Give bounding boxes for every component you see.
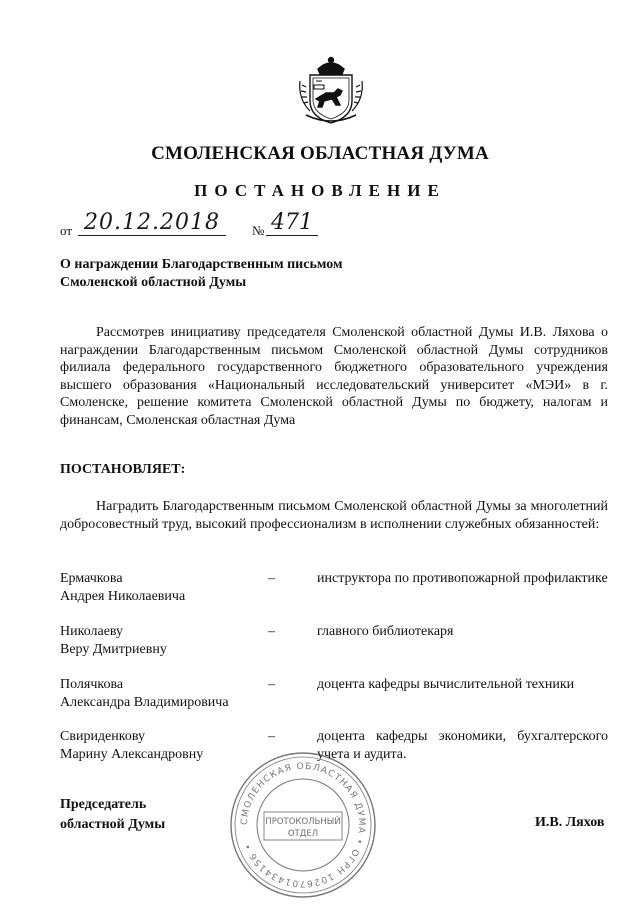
organization-title: СМОЛЕНСКАЯ ОБЛАСТНАЯ ДУМА (151, 143, 489, 164)
awardee-dash: – (268, 729, 275, 744)
awardee-given-names: Веру Дмитриевну (60, 641, 167, 657)
signer-name: И.В. Ляхов (535, 815, 605, 830)
document-type-heading: ПОСТАНОВЛЕНИЕ (194, 181, 446, 200)
awardee-name (60, 676, 270, 711)
signer-title-line-2: областной Думы (60, 817, 166, 832)
official-seal-stamp (228, 750, 378, 900)
awardee-dash: – (268, 571, 275, 586)
awardee-surname: Ермачкова (60, 571, 123, 586)
stamp-ring-text: СМОЛЕНСКАЯ ОБЛАСТНАЯ ДУМА • ОГРН 1026701434156 • (239, 761, 367, 889)
awardee-given-names: Александра Владимировича (60, 694, 229, 710)
document-date: 20.12.2018 (78, 210, 226, 236)
document-number: 471 (266, 210, 318, 236)
signer-title-line-1: Председатель (60, 797, 147, 812)
smolensk-coat-of-arms-icon (296, 55, 366, 127)
subject-line-1: О награждении Благодарственным письмом (60, 257, 343, 272)
resolves-heading: ПОСТАНОВЛЯЕТ: (60, 462, 186, 477)
awardee-given-names: Марину Александровну (60, 746, 204, 762)
stamp-inner-line-2: ОТДЕЛ (287, 829, 319, 839)
decision-paragraph: Наградить Благодарственным письмом Смоленской областной Думы за многолетний добросовестный труд, высокий профессионализм в исполнении служебных обязанностей: (60, 499, 608, 532)
awardee-name (60, 570, 270, 605)
awardee-surname: Полячкова (60, 677, 124, 692)
signer-title (60, 795, 165, 835)
preamble-paragraph: Рассмотрев инициативу председателя Смоленской областной Думы И.В. Ляхова о награждении Благодарственным письмом Смоленской областной Думы сотрудников филиала федерального государственного бюджетного образовательного учреждения высшего образования «Национальный исследовательский университет «МЭИ» в г. Смоленске, решение комитета Смоленской областной Думы по бюджету, налогам и финансам, Смоленская областная Дума (60, 325, 608, 428)
awardee-position: инструктора по противопожарной профилактике (317, 571, 608, 586)
awardee-given-names: Андрея Николаевича (60, 588, 186, 604)
awardee-surname: Николаеву (60, 624, 124, 639)
awardee-name (60, 623, 270, 658)
date-label: от (60, 223, 73, 238)
number-label: № (252, 223, 265, 238)
awardee-dash: – (268, 624, 275, 639)
subject-line-2: Смоленской областной Думы (60, 275, 247, 290)
awardee-position: доцента кафедры вычислительной техники (317, 677, 575, 692)
awardee-surname: Свириденкову (60, 729, 145, 744)
awardee-dash: – (268, 677, 275, 692)
awardee-position: главного библиотекаря (317, 624, 454, 639)
awardee-position: доцента кафедры экономики, бухгалтерского учета и аудита. (317, 729, 608, 762)
document-subject (60, 256, 342, 292)
stamp-inner-line-1: ПРОТОКОЛЬНЫЙ (265, 817, 341, 827)
registration-line (60, 210, 320, 238)
